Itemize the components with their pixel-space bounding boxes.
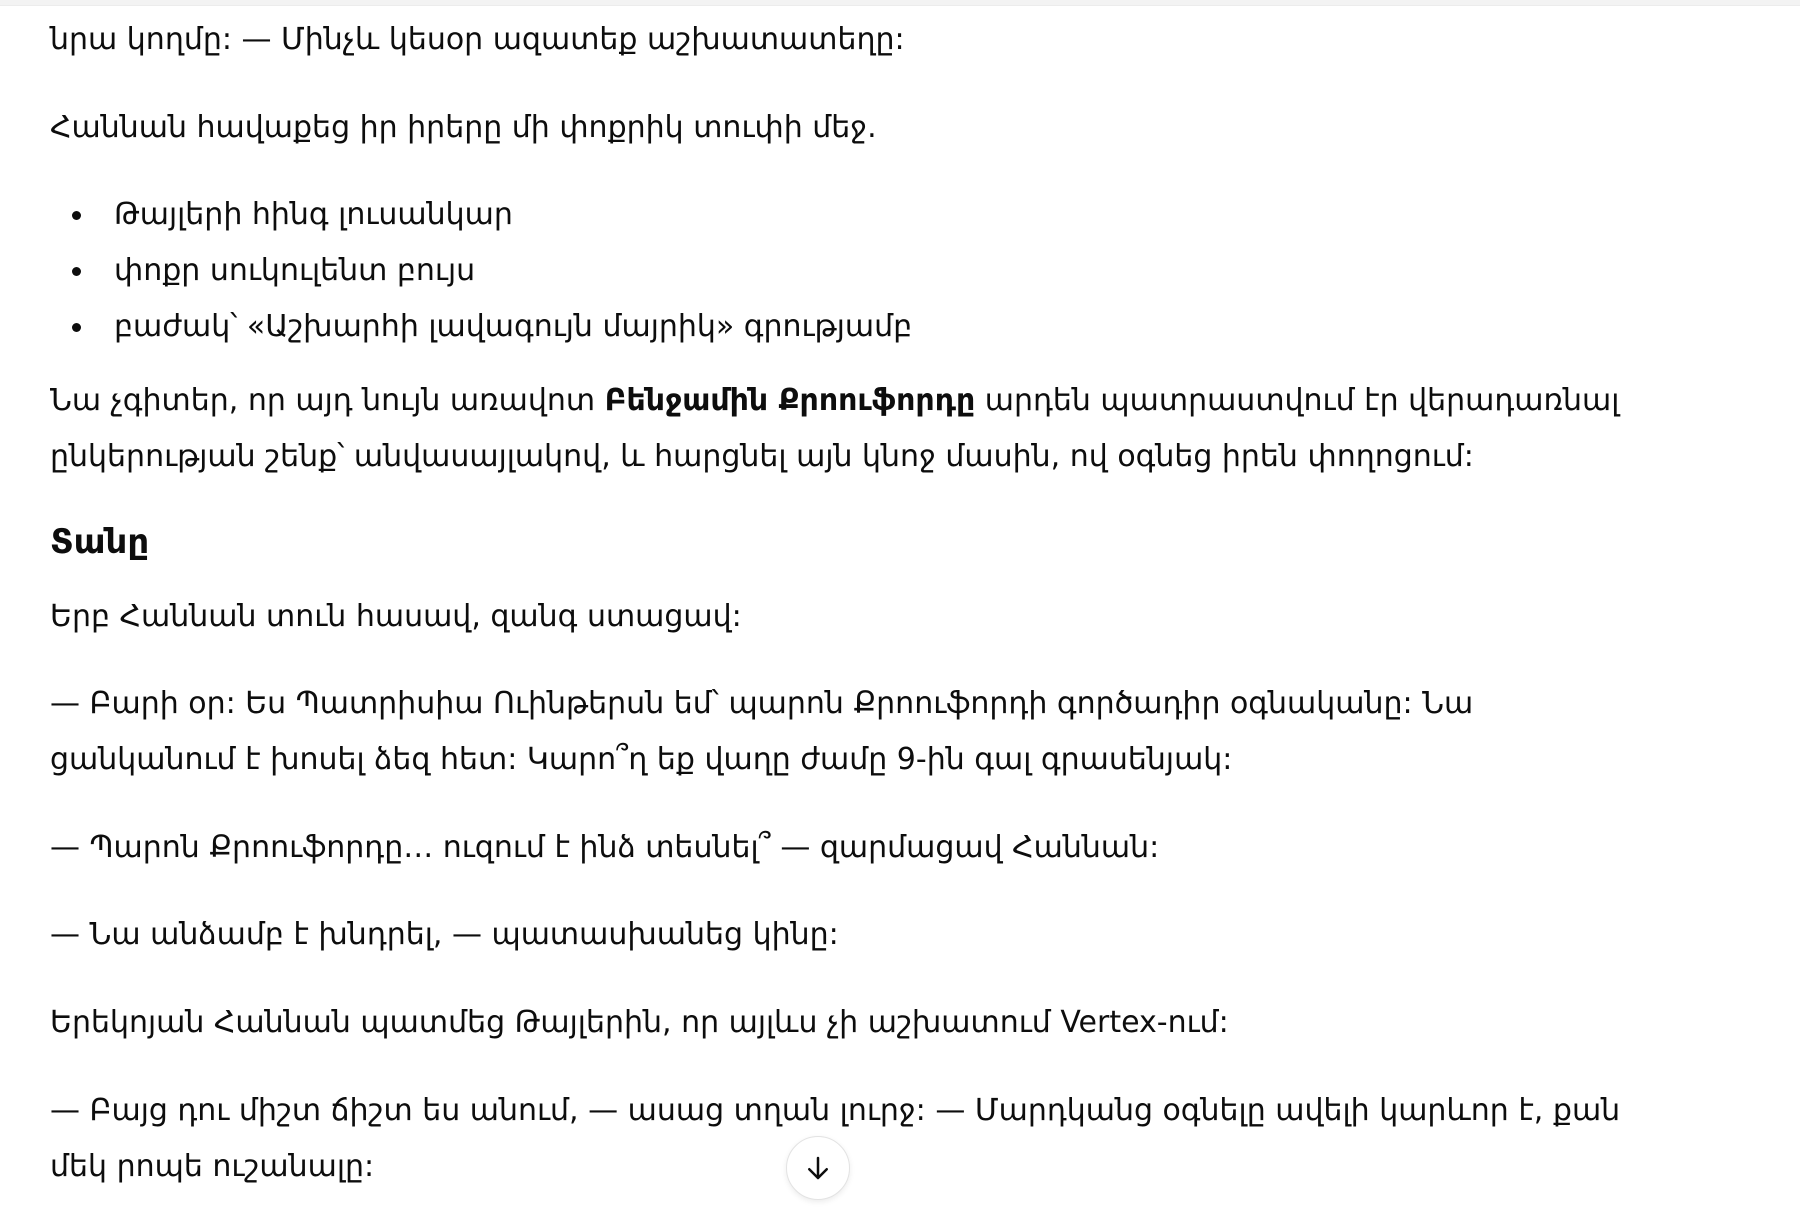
paragraph-7: — Նա անձամբ է խնդրել, — պատասխանեց կինը:: [50, 917, 839, 952]
paragraph-3-line-2: ընկերության շենք՝ անվասայլակով, և հարցնել այն կնոջ մասին, ով օգնեց իրեն փողոցում:: [50, 439, 1474, 474]
paragraph-9-line-1: — Բայց դու միշտ ճիշտ ես անում, — ասաց տղան լուրջ: — Մարդկանց օգնելը ավելի կարևոր է, քան: [50, 1093, 1621, 1128]
bullet-icon: [72, 211, 81, 220]
section-heading: Տանը: [50, 522, 150, 562]
paragraph-3-text-end: արդեն պատրաստվում էր վերադառնալ: [975, 383, 1620, 418]
paragraph-5-line-2: ցանկանում է խոսել ձեզ հետ: Կարո՞ղ եք վաղը ժամը 9-ին գալ գրասենյակ:: [50, 742, 1233, 777]
bullet-icon: [72, 323, 81, 332]
paragraph-2: Հաննան հավաքեց իր իրերը մի փոքրիկ տուփի մեջ.: [50, 110, 877, 145]
bullet-icon: [72, 267, 81, 276]
paragraph-8: Երեկոյան Հաննան պատմեց Թայլերին, որ այլևս չի աշխատում Vertex-ում:: [50, 1005, 1229, 1040]
paragraph-5-line-1: — Բարի օր: Ես Պատրիսիա Ուինթերսն եմ՝ պարոն Քրոուֆորդի գործադիր օգնականը: Նա: [50, 686, 1474, 721]
top-divider: [0, 0, 1800, 6]
list-item-text: Թայլերի հինգ լուսանկար: [114, 197, 513, 232]
list-item-text: բաժակ՝ «Աշխարհի լավագույն մայրիկ» գրությամբ: [114, 309, 913, 344]
paragraph-9-line-2: մեկ րոպե ուշանալը:: [50, 1149, 375, 1184]
list-item-text: փոքր սուկուլենտ բույս: [114, 253, 476, 288]
paragraph-1: նրա կողմը: — Մինչև կեսօր ազատեք աշխատատեղը:: [50, 22, 905, 57]
paragraph-4: Երբ Հաննան տուն հասավ, զանգ ստացավ:: [50, 599, 742, 634]
arrow-down-icon: [803, 1153, 833, 1183]
paragraph-6: — Պարոն Քրոուֆորդը… ուզում է ինձ տեսնել՞ — զարմացավ Հաննան:: [50, 830, 1160, 865]
paragraph-3-text-start: Նա չգիտեր, որ այդ նույն առավոտ: [50, 383, 605, 418]
scroll-to-bottom-button[interactable]: [786, 1136, 850, 1200]
paragraph-3: [50, 373, 1619, 429]
character-name-bold: Բենջամին Քրոուֆորդը: [604, 383, 976, 418]
